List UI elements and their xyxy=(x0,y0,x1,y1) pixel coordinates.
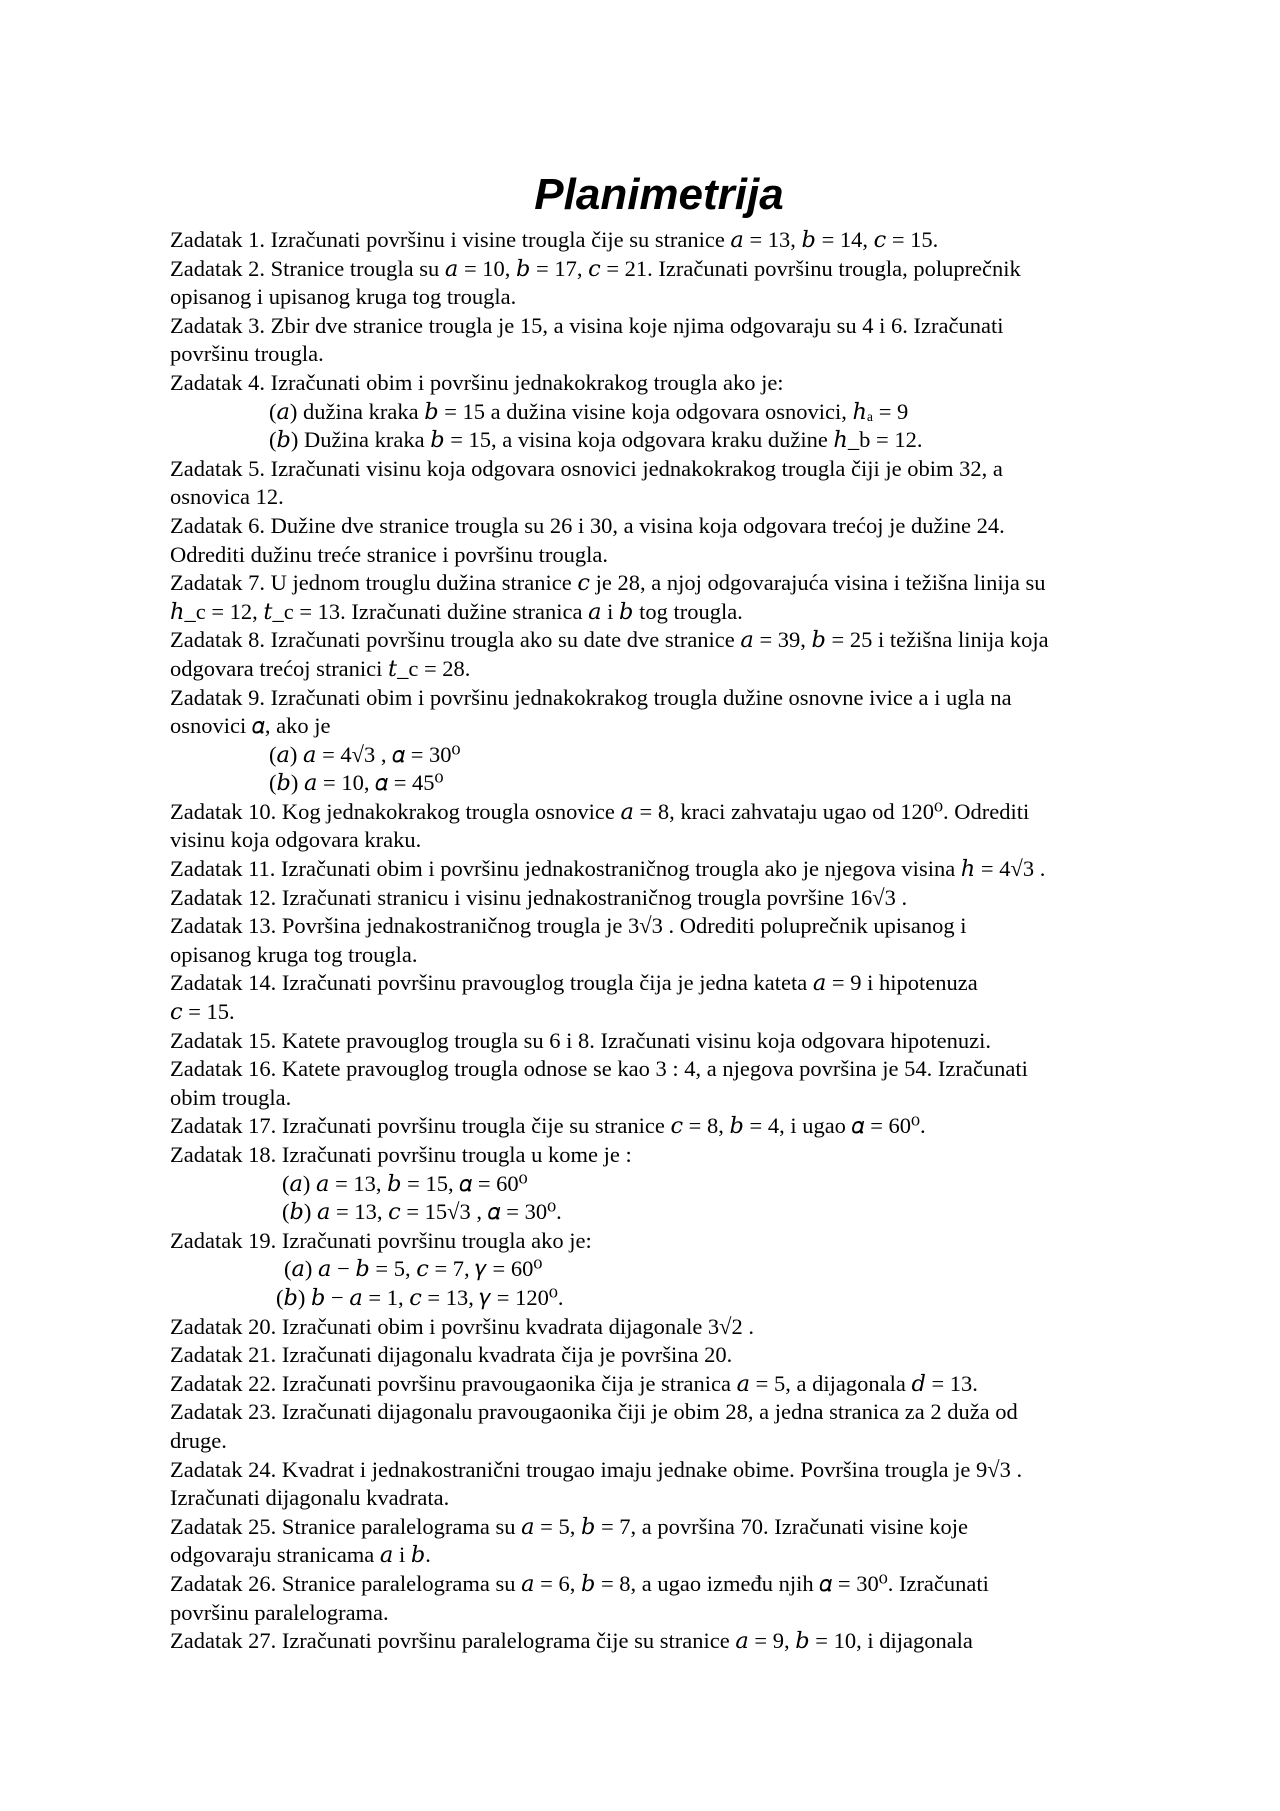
text-line: druge. xyxy=(170,1427,227,1453)
text-line: Zadatak 18. Izračunati površinu trougla u kome je : xyxy=(170,1142,632,1167)
text-line: 𝑐 = 15. xyxy=(170,999,235,1025)
text-line: Zadatak 22. Izračunati površinu pravougaonika čija je stranica 𝑎 = 5, a dijagonala 𝑑 = 13. xyxy=(170,1370,978,1396)
text-line: (𝑎) dužina kraka 𝑏 = 15 a dužina visine koja odgovara osnovici, ℎₐ = 9 xyxy=(269,398,909,424)
text-line: Zadatak 4. Izračunati obim i površinu jednakokrakog trougla ako je: xyxy=(170,369,784,395)
text-line: (𝑎) 𝑎 = 13, 𝑏 = 15, 𝛼 = 60⁰ xyxy=(282,1170,528,1196)
text-line: Zadatak 2. Stranice trougla su 𝑎 = 10, 𝑏 = 17, 𝑐 = 21. Izračunati površinu trougla, poluprečnik xyxy=(170,255,1021,281)
text-line: Zadatak 19. Izračunati površinu trougla ako je: xyxy=(170,1227,592,1253)
text-line: Zadatak 15. Katete pravouglog trougla su 6 i 8. Izračunati visinu koja odgovara hipotenuzi. xyxy=(170,1027,992,1053)
text-line: opisanog i upisanog kruga tog trougla. xyxy=(170,284,517,310)
text-line: (𝑏) 𝑏 − 𝑎 = 1, 𝑐 = 13, 𝛾 = 120⁰. xyxy=(276,1284,564,1310)
text-line: Zadatak 16. Katete pravouglog trougla odnose se kao 3 : 4, a njegova površina je 54. Izračunati xyxy=(170,1056,1028,1082)
text-line: Zadatak 5. Izračunati visinu koja odgovara osnovici jednakokrakog trougla čiji je obim 32, a xyxy=(170,455,1003,481)
text-line: Zadatak 6. Dužine dve stranice trougla su 26 i 30, a visina koja odgovara trećoj je dužine 24. xyxy=(170,512,1005,538)
text-line: osnovici 𝛼, ako je xyxy=(170,713,331,739)
text-line: Zadatak 17. Izračunati površinu trougla čije su stranice 𝑐 = 8, 𝑏 = 4, i ugao 𝛼 = 60⁰. xyxy=(170,1113,926,1139)
text-line: Zadatak 14. Izračunati površinu pravouglog trougla čija je jedna kateta 𝑎 = 9 i hipotenuza xyxy=(170,970,978,996)
text-line: (𝑎) 𝑎 − 𝑏 = 5, 𝑐 = 7, 𝛾 = 60⁰ xyxy=(284,1256,543,1282)
text-line: površinu trougla. xyxy=(170,341,324,367)
text-line: odgovaraju stranicama 𝑎 i 𝑏. xyxy=(170,1542,431,1568)
text-line: Zadatak 11. Izračunati obim i površinu jednakostraničnog trougla ako je njegova visina ℎ = 4√3 . xyxy=(170,856,1046,882)
text-line: osnovica 12. xyxy=(170,484,284,510)
text-line: Zadatak 1. Izračunati površinu i visine trougla čije su stranice 𝑎 = 13, 𝑏 = 14, 𝑐 = 15. xyxy=(170,227,939,252)
text-line: Zadatak 20. Izračunati obim i površinu kvadrata dijagonale 3√2 . xyxy=(170,1313,755,1339)
text-line: Zadatak 27. Izračunati površinu paralelograma čije su stranice 𝑎 = 9, 𝑏 = 10, i dijagonala xyxy=(170,1628,973,1654)
text-line: Zadatak 26. Stranice paralelograma su 𝑎 = 6, 𝑏 = 8, a ugao između njih 𝛼 = 30⁰. Izračunati xyxy=(170,1570,989,1596)
text-line: Zadatak 3. Zbir dve stranice trougla je 15, a visina koje njima odgovaraju su 4 i 6. Izračunati xyxy=(170,312,1004,338)
text-line: Zadatak 10. Kog jednakokrakog trougla osnovice 𝑎 = 8, kraci zahvataju ugao od 120⁰. Odrediti xyxy=(170,798,1030,824)
text-line: (𝑏) 𝑎 = 10, 𝛼 = 45⁰ xyxy=(269,770,444,796)
text-line: Izračunati dijagonalu kvadrata. xyxy=(170,1485,450,1511)
text-line: Zadatak 23. Izračunati dijagonalu pravougaonika čiji je obim 28, a jedna stranica za 2 duža od xyxy=(170,1399,1018,1425)
text-line: (𝑏) Dužina kraka 𝑏 = 15, a visina koja odgovara kraku dužine ℎ_b = 12. xyxy=(269,427,923,453)
text-line: ℎ_c = 12, 𝑡_c = 13. Izračunati dužine stranica 𝑎 i 𝑏 tog trougla. xyxy=(170,598,743,624)
text-line: Odrediti dužinu treće stranice i površinu trougla. xyxy=(170,541,608,567)
text-line: visinu koja odgovara kraku. xyxy=(170,827,422,853)
text-line: Zadatak 25. Stranice paralelograma su 𝑎 = 5, 𝑏 = 7, a površina 70. Izračunati visine koje xyxy=(170,1513,968,1539)
text-line: (𝑎) 𝑎 = 4√3 , 𝛼 = 30⁰ xyxy=(269,741,461,767)
text-line: Zadatak 21. Izračunati dijagonalu kvadrata čija je površina 20. xyxy=(170,1342,733,1368)
page-title: Planimetrija xyxy=(534,170,784,219)
text-line: obim trougla. xyxy=(170,1084,292,1110)
text-line: Zadatak 12. Izračunati stranicu i visinu jednakostraničnog trougla površine 16√3 . xyxy=(170,884,908,910)
text-line: Zadatak 13. Površina jednakostraničnog trougla je 3√3 . Odrediti poluprečnik upisanog i xyxy=(170,913,967,939)
text-line: odgovara trećoj stranici 𝑡_c = 28. xyxy=(170,655,471,681)
text-line: Zadatak 24. Kvadrat i jednakostranični trougao imaju jednake obime. Površina trougla je 9√3 . xyxy=(170,1456,1023,1482)
text-line: Zadatak 7. U jednom trouglu dužina stranice 𝑐 je 28, a njoj odgovarajuća visina i težišna linija su xyxy=(170,570,1046,596)
text-line: Zadatak 8. Izračunati površinu trougla ako su date dve stranice 𝑎 = 39, 𝑏 = 25 i težišna linija koja xyxy=(170,627,1049,653)
text-line: površinu paralelograma. xyxy=(170,1599,389,1625)
text-line: opisanog kruga tog trougla. xyxy=(170,941,418,967)
problem-list xyxy=(170,226,1130,1656)
text-line: Zadatak 9. Izračunati obim i površinu jednakokrakog trougla dužine osnovne ivice a i ugla na xyxy=(170,684,1012,710)
text-line: (𝑏) 𝑎 = 13, 𝑐 = 15√3 , 𝛼 = 30⁰. xyxy=(282,1199,562,1225)
